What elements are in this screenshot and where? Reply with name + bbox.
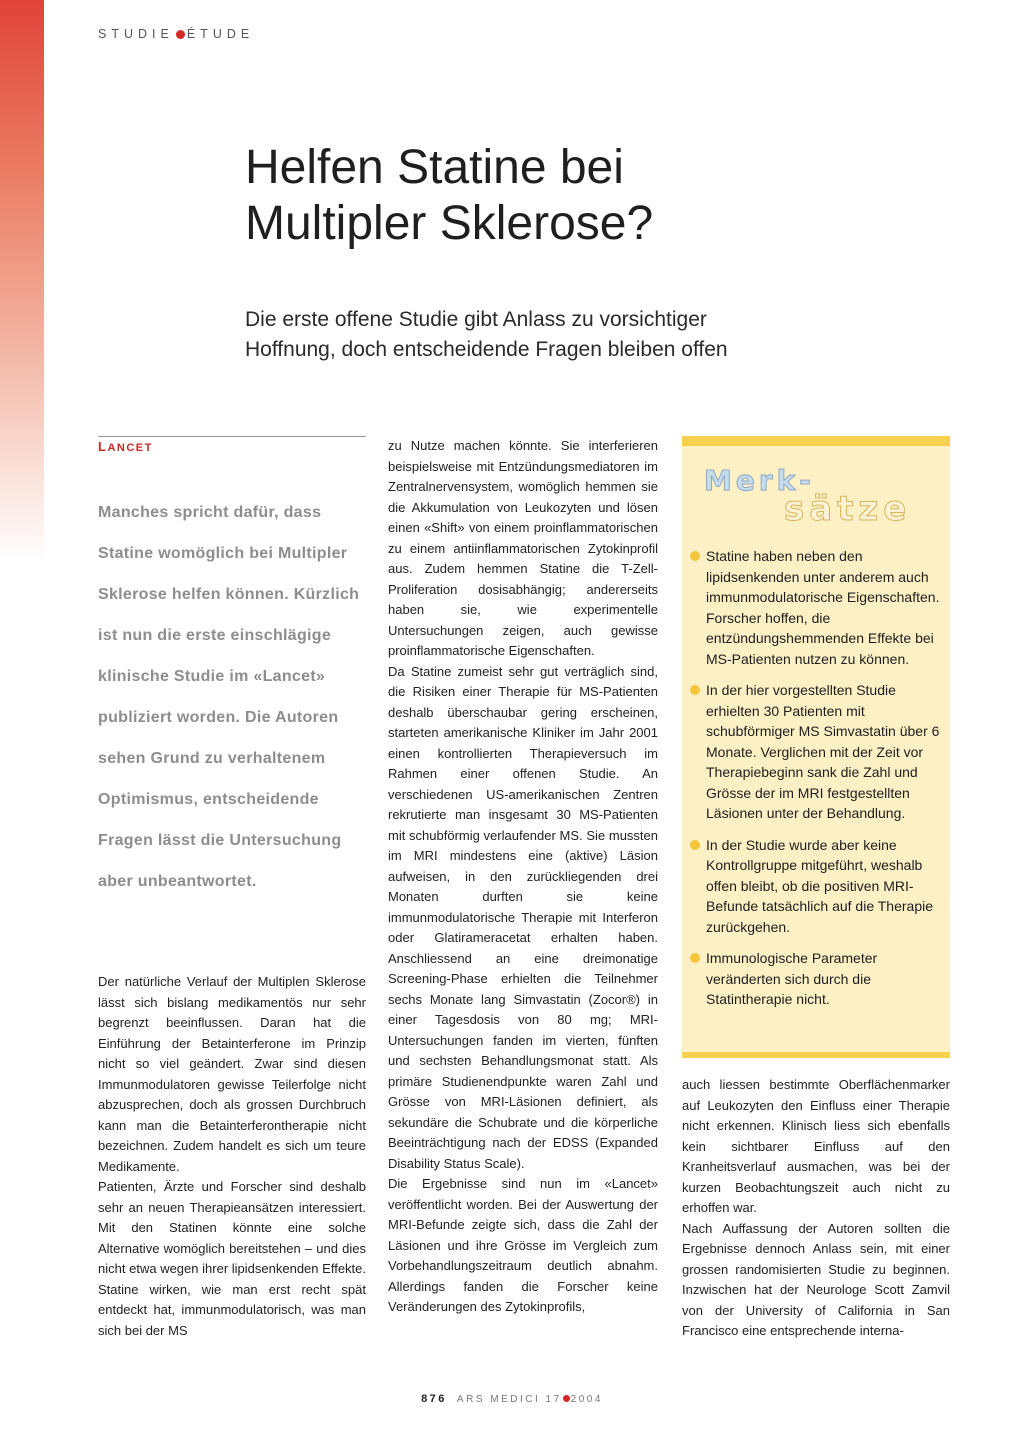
body-column-3 — [682, 1075, 950, 1342]
key-point-text: Immunologische Parameter veränderten sich durch die Statintherapie nicht. — [706, 950, 878, 1007]
key-points-title-part-2: sätze — [784, 489, 912, 529]
key-point-text: In der Studie wurde aber keine Kontrollgruppe mitgeführt, weshalb offen bleibt, ob die positiven MRI-Befunde tatsächlich auf die Therapie zurückgehen. — [706, 836, 934, 935]
page-footer — [0, 1393, 1024, 1405]
title-line-2: Multipler Sklerose? — [245, 197, 654, 250]
journal-name: ARS MEDICI 17 — [456, 1394, 562, 1405]
journal-year: 2004 — [570, 1394, 603, 1405]
lead-paragraph: Manches spricht dafür, dass Statine womöglich bei Multipler Sklerose helfen können. Kürzlich ist nun die erste einschlägige klinische Studie im «Lancet» publiziert worden. Die Autoren sehen Grund zu verhaltenem Optimismus, entscheidende Fragen lässt die Untersuchung aber unbeantwortet. — [98, 504, 360, 890]
page-number: 876 — [421, 1393, 447, 1405]
body-paragraph: Nach Auffassung der Autoren sollten die Ergebnisse dennoch Anlass sein, mit einer grossen randomisierten Studie zu beginnen. Inzwischen hat der Neurologe Scott Zamvil von der University of California in San Francisco eine entsprechende interna- — [682, 1220, 950, 1338]
key-points-box — [682, 436, 950, 1058]
section-label-fr: ÉTUDE — [186, 27, 255, 41]
separator-dot-icon — [563, 1395, 570, 1402]
body-paragraph: auch liessen bestimmte Oberflächenmarker auf Leukozyten den Einfluss einer Therapie nicht erkennen. Klinisch liess sich ebenfalls kein sichtbarer Einfluss auf den Kranheitsverlauf ausmachen, was bei der kurzen Beobachtungszeit auch nicht zu erhoffen war. — [682, 1077, 950, 1215]
key-point-text: In der hier vorgestellten Studie erhielten 30 Patienten mit schubförmiger MS Simvastatin über 6 Monate. Verglichen mit der Zeit vor Therapiebeginn sank die Zahl und Grösse der im MRI festgestellten Läsionen unter der Behandlung. — [706, 682, 940, 821]
article-subtitle — [245, 305, 985, 365]
key-point-text: Statine haben neben den lipidsenkenden unter anderem auch immunmodulatorische Eigenschaften. Forscher hoffen, die entzündungshemmenden Effekte bei MS-Patienten nutzen zu können. — [706, 548, 940, 667]
key-points-list — [688, 546, 946, 1021]
section-header — [98, 27, 254, 41]
section-label-de: STUDIE — [98, 27, 174, 41]
source-label — [98, 436, 366, 454]
key-point-item — [688, 948, 946, 1010]
body-paragraph: zu Nutze machen könnte. Sie interferieren beispielsweise mit Entzündungsmediatoren im Zentralnervensystem, womöglich hemmen sie die Akkumulation von Leukozyten und lösen einen «Shift» von einem proinflammatorischen zu einem antiinflammatorischen Zytokinprofil aus. Zudem hemmen Statine die T-Zell-Proliferation dosisabhängig; andererseits haben sie, wie experimentelle Untersuchungen zeigen, auch gewisse proinflammatorische Eigenschaften. — [388, 438, 658, 658]
bullet-dot-icon — [690, 551, 700, 561]
key-point-item — [688, 835, 946, 938]
body-column-1 — [98, 972, 366, 1341]
source-initial: L — [98, 439, 108, 454]
body-paragraph: Patienten, Ärzte und Forscher sind deshalb sehr an neuen Therapieansätzen interessiert. Mit den Statinen könnte eine solche Alternative womöglich bereitstehen – und dies nicht etwa wegen ihrer lipidsenkenden Effekte. Statine wirken, wie man erst recht spät entdeckt hat, immunmodulatorisch, was man sich bei der MS — [98, 1179, 366, 1338]
key-points-title — [704, 464, 944, 529]
body-column-2 — [388, 436, 658, 1318]
article-title — [245, 140, 985, 252]
separator-dot-icon — [176, 30, 185, 39]
body-paragraph: Die Ergebnisse sind nun im «Lancet» veröffentlicht worden. Bei der Auswertung der MRI-Befunde zeigte sich, dass die Zahl der Läsionen und ihre Grösse im Vergleich zum Vorbehandlungszeitraum deutlich abnahm. Allerdings fanden die Forscher keine Veränderungen des Zytokinprofils, — [388, 1176, 658, 1314]
bullet-dot-icon — [690, 953, 700, 963]
bullet-dot-icon — [690, 685, 700, 695]
subtitle-line-2: Hoffnung, doch entscheidende Fragen bleiben offen — [245, 338, 728, 361]
key-point-item — [688, 546, 946, 669]
key-point-item — [688, 680, 946, 824]
key-points-title-part-1: Merk- — [704, 464, 815, 497]
decorative-side-bar — [0, 0, 44, 560]
source-rest: ANCET — [107, 442, 153, 454]
title-line-1: Helfen Statine bei — [245, 141, 624, 194]
body-paragraph: Der natürliche Verlauf der Multiplen Sklerose lässt sich bislang medikamentös nur sehr begrenzt beeinflussen. Daran hat die Einführung der Betainterferone im Prinzip nicht so viel geändert. Zwar sind diesen Immunmodulatoren gewisse Teilerfolge nicht abzusprechen, doch als grossen Durchbruch kann man die Betainterferontherapie nicht bezeichnen. Zudem handelt es sich um teure Medikamente. — [98, 974, 366, 1174]
bullet-dot-icon — [690, 840, 700, 850]
subtitle-line-1: Die erste offene Studie gibt Anlass zu vorsichtiger — [245, 308, 707, 331]
body-paragraph: Da Statine zumeist sehr gut verträglich sind, die Risiken einer Therapie für MS-Patienten deshalb überschaubar gering erscheinen, starteten amerikanische Kliniker im Jahr 2001 einen kontrollierten Therapieversuch im Rahmen einer offenen Studie. An verschiedenen US-amerikanischen Zentren rekrutierte man insgesamt 30 MS-Patienten mit schubförmig verlaufender MS. Sie mussten im MRI mindestens eine (aktive) Läsion aufweisen, in den zurückliegenden drei Monaten durften sie keine immunmodulatorische Therapie mit Interferon oder Glatirameracetat erhalten haben. Anschliessend an eine dreimonatige Screening-Phase erhielten die Teilnehmer sechs Monate lang Simvastatin (Zocor®) in einer Tagesdosis von 80 mg; MRI-Untersuchungen fanden im vierten, fünften und sechsten Behandlungsmonat statt. Als primäre Studienendpunkte waren Zahl und Grösse von MRI-Läsionen definiert, als sekundäre die Schubrate und die körperliche Beeinträchtigung nach der EDSS (Expanded Disability Status Scale). — [388, 663, 658, 1171]
